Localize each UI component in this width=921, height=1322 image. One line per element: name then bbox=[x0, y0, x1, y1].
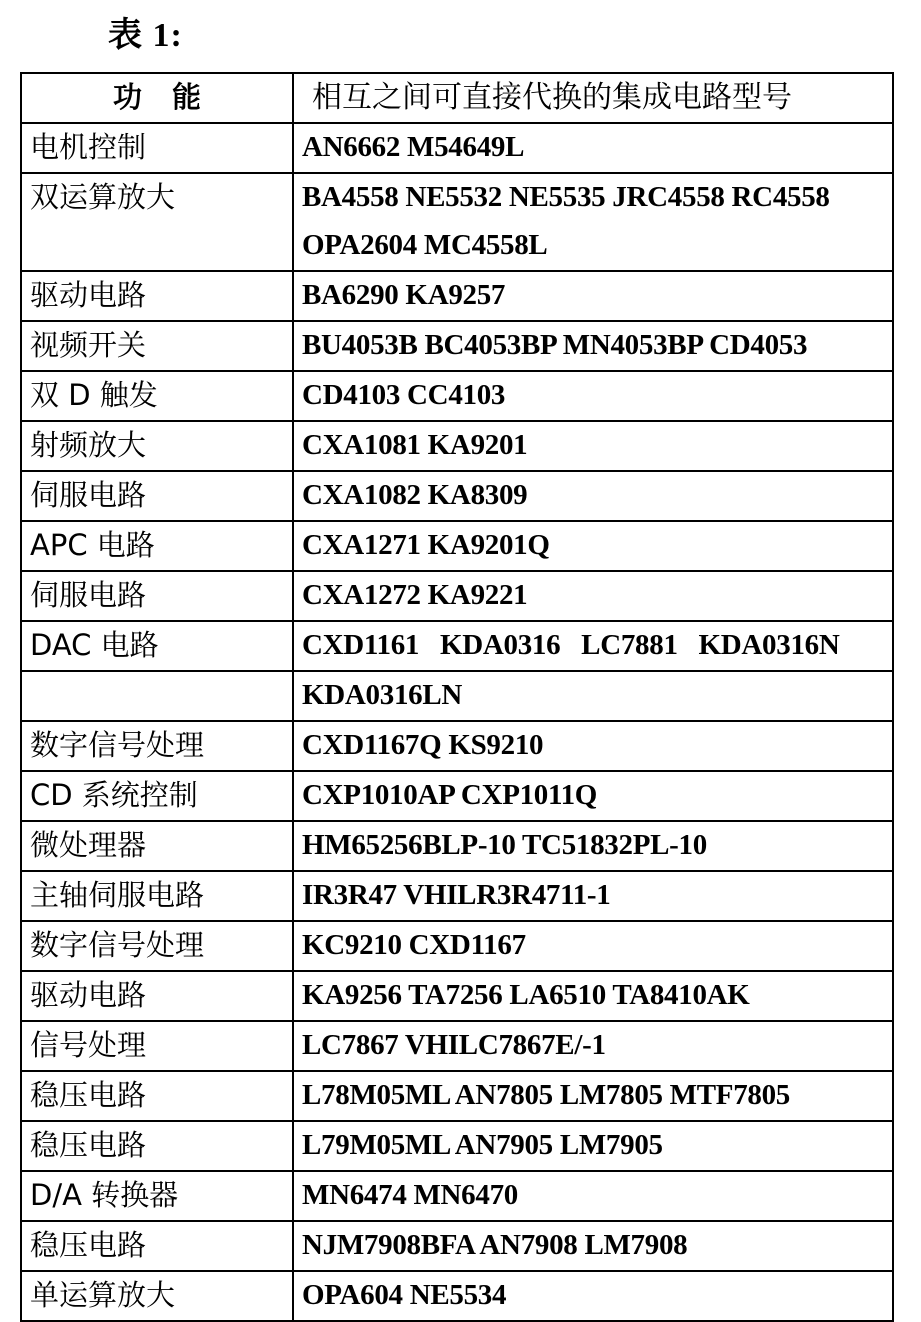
models-line: CXD1161 KDA0316 LC7881 KDA0316N bbox=[302, 629, 840, 661]
models-line: MN6474 MN6470 bbox=[302, 1179, 518, 1211]
table-row bbox=[21, 1271, 893, 1321]
models-cell bbox=[293, 721, 893, 771]
models-line: CD4103 CC4103 bbox=[302, 379, 506, 411]
table-row bbox=[21, 1021, 893, 1071]
table-row bbox=[21, 271, 893, 321]
table-row bbox=[21, 671, 893, 721]
models-cell bbox=[293, 471, 893, 521]
function-cell: 数字信号处理 bbox=[21, 721, 293, 771]
table-header-row bbox=[21, 73, 893, 123]
function-cell bbox=[21, 671, 293, 721]
function-cell: 伺服电路 bbox=[21, 571, 293, 621]
function-cell: CD 系统控制 bbox=[21, 771, 293, 821]
models-line: BU4053B BC4053BP MN4053BP CD4053 bbox=[302, 329, 808, 361]
table-row bbox=[21, 173, 893, 271]
models-cell bbox=[293, 1221, 893, 1271]
table-row bbox=[21, 1221, 893, 1271]
models-line: CXP1010AP CXP1011Q bbox=[302, 779, 598, 811]
table-row bbox=[21, 871, 893, 921]
models-line: OPA604 NE5534 bbox=[302, 1279, 507, 1311]
function-cell: 数字信号处理 bbox=[21, 921, 293, 971]
table-row bbox=[21, 971, 893, 1021]
models-cell bbox=[293, 371, 893, 421]
models-line: KC9210 CXD1167 bbox=[302, 929, 526, 961]
table-row bbox=[21, 471, 893, 521]
function-cell: 伺服电路 bbox=[21, 471, 293, 521]
models-cell bbox=[293, 421, 893, 471]
function-cell: 稳压电路 bbox=[21, 1071, 293, 1121]
models-line: BA6290 KA9257 bbox=[302, 279, 506, 311]
function-cell: 电机控制 bbox=[21, 123, 293, 173]
table-caption: 表 1: bbox=[108, 17, 183, 54]
models-cell bbox=[293, 173, 893, 271]
models-cell bbox=[293, 871, 893, 921]
models-line: KA9256 TA7256 LA6510 TA8410AK bbox=[302, 979, 750, 1011]
models-cell bbox=[293, 321, 893, 371]
table-row bbox=[21, 1171, 893, 1221]
function-cell: 视频开关 bbox=[21, 321, 293, 371]
table-row bbox=[21, 1121, 893, 1171]
models-cell bbox=[293, 1121, 893, 1171]
table-row bbox=[21, 621, 893, 671]
table-row bbox=[21, 371, 893, 421]
table-row bbox=[21, 921, 893, 971]
table-row bbox=[21, 571, 893, 621]
function-cell: 驱动电路 bbox=[21, 971, 293, 1021]
function-cell: 射频放大 bbox=[21, 421, 293, 471]
models-line: CXA1272 KA9221 bbox=[302, 579, 528, 611]
ic-substitution-table bbox=[20, 72, 894, 1322]
models-cell bbox=[293, 1071, 893, 1121]
models-line: NJM7908BFA AN7908 LM7908 bbox=[302, 1229, 688, 1261]
models-cell bbox=[293, 921, 893, 971]
models-cell bbox=[293, 971, 893, 1021]
models-cell bbox=[293, 123, 893, 173]
models-line: HM65256BLP-10 TC51832PL-10 bbox=[302, 829, 707, 861]
models-cell bbox=[293, 1171, 893, 1221]
function-cell: 微处理器 bbox=[21, 821, 293, 871]
models-line: AN6662 M54649L bbox=[302, 131, 525, 163]
function-cell: 主轴伺服电路 bbox=[21, 871, 293, 921]
models-cell bbox=[293, 521, 893, 571]
models-cell bbox=[293, 621, 893, 671]
models-cell bbox=[293, 1021, 893, 1071]
models-line: IR3R47 VHILR3R4711-1 bbox=[302, 879, 611, 911]
function-cell: DAC 电路 bbox=[21, 621, 293, 671]
function-cell: 驱动电路 bbox=[21, 271, 293, 321]
function-cell: APC 电路 bbox=[21, 521, 293, 571]
function-cell: 单运算放大 bbox=[21, 1271, 293, 1321]
function-cell: D/A 转换器 bbox=[21, 1171, 293, 1221]
models-cell bbox=[293, 271, 893, 321]
table-row bbox=[21, 771, 893, 821]
table-row bbox=[21, 821, 893, 871]
models-line: L78M05ML AN7805 LM7805 MTF7805 bbox=[302, 1079, 791, 1111]
function-cell: 稳压电路 bbox=[21, 1121, 293, 1171]
table-row bbox=[21, 721, 893, 771]
models-cell bbox=[293, 771, 893, 821]
header-function: 功能 bbox=[21, 73, 293, 123]
models-line: CXA1081 KA9201 bbox=[302, 429, 528, 461]
models-line: BA4558 NE5532 NE5535 JRC4558 RC4558 bbox=[302, 181, 830, 213]
models-line: LC7867 VHILC7867E/-1 bbox=[302, 1029, 606, 1061]
function-cell: 稳压电路 bbox=[21, 1221, 293, 1271]
models-line: CXD1167Q KS9210 bbox=[302, 729, 544, 761]
function-cell: 双运算放大 bbox=[21, 173, 293, 271]
models-line: KDA0316LN bbox=[302, 679, 463, 711]
models-cell bbox=[293, 1271, 893, 1321]
table-row bbox=[21, 521, 893, 571]
models-line: CXA1082 KA8309 bbox=[302, 479, 528, 511]
models-cell bbox=[293, 671, 893, 721]
table-row bbox=[21, 421, 893, 471]
table-row bbox=[21, 1071, 893, 1121]
models-line: L79M05ML AN7905 LM7905 bbox=[302, 1129, 663, 1161]
table-row bbox=[21, 321, 893, 371]
models-line: OPA2604 MC4558L bbox=[302, 229, 548, 261]
table-row bbox=[21, 123, 893, 173]
function-cell: 信号处理 bbox=[21, 1021, 293, 1071]
header-models: 相互之间可直接代换的集成电路型号 bbox=[293, 73, 893, 123]
models-line: CXA1271 KA9201Q bbox=[302, 529, 550, 561]
function-cell: 双 D 触发 bbox=[21, 371, 293, 421]
models-cell bbox=[293, 571, 893, 621]
models-cell bbox=[293, 821, 893, 871]
